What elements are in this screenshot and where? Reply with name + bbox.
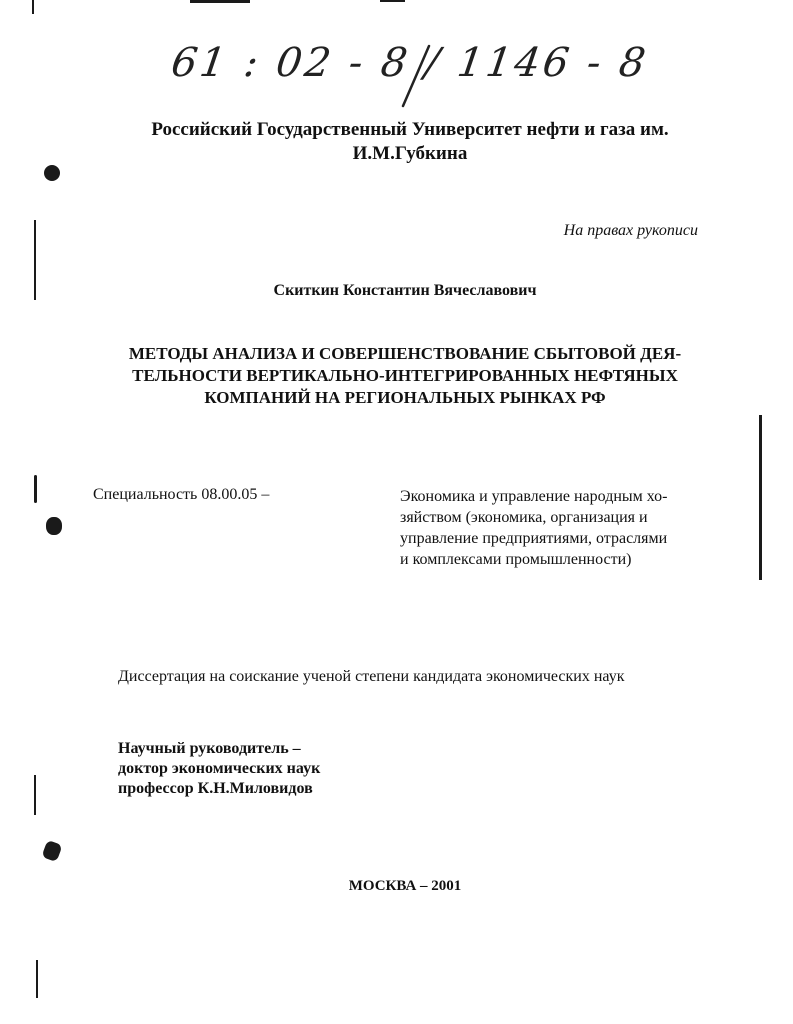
- specialty-description: [400, 486, 700, 570]
- scan-mark-top-bar: [190, 0, 250, 3]
- punch-hole-mark-3: [41, 840, 62, 862]
- dissertation-title: [80, 343, 730, 409]
- specialty-desc-line-3: управление предприятиями, отраслями: [400, 530, 668, 547]
- manuscript-note: На правах рукописи: [563, 222, 698, 239]
- advisor-line-2: доктор экономических наук: [118, 760, 321, 777]
- handwriting-slash-mark: [395, 40, 435, 110]
- university-line-2: И.М.Губкина: [352, 143, 468, 164]
- university-heading: [100, 118, 720, 166]
- edge-line-mark-4: [36, 960, 38, 998]
- scan-mark-top-right: [380, 0, 405, 2]
- author-name: Скиткин Константин Вячеславович: [273, 282, 537, 299]
- specialty-desc-line-1: Экономика и управление народным хо-: [400, 488, 668, 505]
- dissertation-degree-line: Диссертация на соискание ученой степени кандидата экономических наук: [118, 668, 625, 685]
- scan-mark-top-left: [32, 0, 34, 14]
- advisor-line-1: Научный руководитель –: [118, 740, 301, 757]
- title-line-2: ТЕЛЬНОСТИ ВЕРТИКАЛЬНО-ИНТЕГРИРОВАННЫХ НЕФТЯНЫХ: [132, 366, 678, 385]
- edge-line-mark-3: [34, 775, 36, 815]
- title-line-3: КОМПАНИЙ НА РЕГИОНАЛЬНЫХ РЫНКАХ РФ: [204, 388, 606, 407]
- edge-line-mark-right: [759, 415, 762, 580]
- edge-mark-2: [34, 475, 37, 503]
- advisor-line-3: профессор К.Н.Миловидов: [118, 780, 313, 797]
- city-year: МОСКВА – 2001: [348, 878, 462, 894]
- punch-hole-mark-2: [46, 517, 62, 535]
- title-line-1: МЕТОДЫ АНАЛИЗА И СОВЕРШЕНСТВОВАНИЕ СБЫТОВОЙ ДЕЯ-: [128, 344, 682, 363]
- specialty-desc-line-2: зяйством (экономика, организация и: [400, 509, 648, 526]
- edge-line-mark-1: [34, 220, 36, 300]
- scientific-advisor: [118, 739, 518, 799]
- handwritten-archive-number: 61 : 02 - 8 / 1146 - 8: [168, 40, 652, 86]
- specialty-desc-line-4: и комплексами промышленности): [400, 551, 632, 568]
- university-line-1: Российский Государственный Университет нефти и газа им.: [151, 119, 669, 140]
- specialty-label: Специальность 08.00.05 –: [93, 486, 270, 503]
- punch-hole-mark-1: [44, 165, 60, 181]
